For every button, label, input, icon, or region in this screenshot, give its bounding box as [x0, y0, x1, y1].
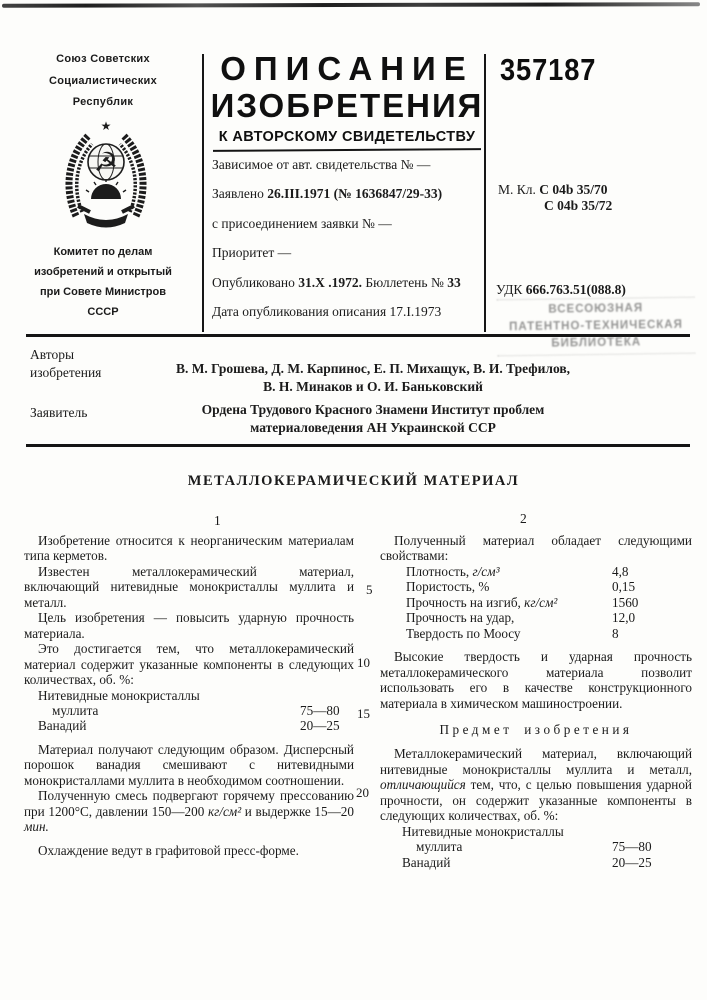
property-row: [380, 579, 692, 594]
applicant-name: Ордена Трудового Красного Знамени Институт проблем: [201, 402, 545, 417]
author-names: В. М. Грошева, Д. М. Карпинос, Е. П. Михащук, В. И. Трефилов,: [175, 361, 571, 376]
mkl-line1: [498, 182, 612, 198]
vertical-divider: [202, 54, 204, 332]
union-line: Республик: [72, 96, 134, 108]
filed-value: 26.III.1971 (№ 1636847/29-33): [267, 186, 443, 202]
authors-label: изобретения: [30, 365, 102, 380]
document-title-line1: ОПИСАНИЕ: [220, 50, 474, 87]
paragraph-text: и выдержке 15—20: [241, 803, 354, 819]
union-line: Союз Советских: [56, 53, 150, 65]
property-label-text: Плотность,: [406, 563, 473, 579]
property-value: 12,0: [612, 610, 636, 626]
component-label: Ванадий: [38, 718, 87, 734]
unit-italic: кг/см²: [207, 803, 242, 819]
dependent-certificate-line: Зависимое от авт. свидетельства № —: [212, 157, 431, 172]
paragraph-text: Полученную смесь подвергают горячему прессованию при 1200°С, давлении 150—200: [24, 788, 354, 819]
paragraph: [24, 788, 354, 834]
property-label-text: Пористость, %: [406, 579, 490, 595]
composition-row: [24, 718, 354, 733]
stamp-line: БИБЛИОТЕКА: [551, 336, 642, 350]
claim-section-heading: Предмет изобретения: [439, 721, 633, 737]
margin-line-number-20: 20: [356, 785, 369, 800]
property-value: 4,8: [612, 563, 629, 579]
committee-name: [8, 242, 198, 322]
property-label-text: Прочность на удар,: [406, 610, 515, 626]
committee-line: при Совете Министров: [39, 286, 167, 298]
property-row: [380, 610, 692, 625]
claim-text: тем, что, с целью повышения ударной прочности, он содержит указанные компоненты в следующих количествах, об. %:: [380, 777, 692, 824]
filed-line: [212, 187, 484, 201]
published-date: 31.X .1972.: [298, 274, 362, 290]
component-label: муллита: [416, 839, 463, 855]
composition-header: Нитевидные монокристаллы: [402, 823, 564, 839]
unit-italic: мин.: [24, 819, 49, 835]
property-row: [380, 564, 692, 579]
scan-edge-artifact: [2, 2, 700, 7]
property-label: [406, 626, 612, 641]
bibliographic-block: [212, 158, 484, 334]
applicant-name: материаловедения АН Украинской ССР: [250, 420, 496, 435]
library-stamp: [497, 297, 696, 357]
paragraph: Цель изобретения — повысить ударную прочность материала.: [24, 610, 354, 641]
vertical-divider: [484, 54, 486, 332]
udk-value: 666.763.51(088.8): [525, 282, 626, 297]
paragraph: Изобретение относится к неорганическим материалам типа керметов.: [24, 533, 354, 564]
composition-header: Нитевидные монокристаллы: [38, 687, 200, 703]
composition-row: [380, 855, 692, 870]
udk-label: УДК: [496, 282, 526, 297]
component-value: 75—80: [612, 839, 652, 855]
paragraph: Это достигается тем, что металлокерамический материал содержит указанные компоненты в следующих количествах, об. %:: [24, 641, 354, 688]
priority-line: Приоритет —: [212, 245, 292, 261]
bulletin-label: Бюллетень №: [361, 274, 448, 290]
filed-label: Заявлено: [212, 186, 268, 202]
horizontal-divider-bottom: [26, 444, 690, 447]
union-line: Социалистических: [49, 74, 157, 87]
component-label: Ванадий: [402, 854, 451, 870]
applicant-label: Заявитель: [30, 405, 88, 420]
description-date-line: Дата опубликования описания 17.I.1973: [212, 303, 442, 319]
component-value: 20—25: [612, 854, 652, 870]
mkl-line2: [498, 198, 612, 214]
property-row: [380, 626, 692, 641]
property-label: [406, 595, 612, 610]
stamp-line: ПАТЕНТНО-ТЕХНИЧЕСКАЯ: [509, 318, 683, 334]
property-label: [406, 564, 612, 579]
bulletin-number: 33: [447, 274, 461, 290]
property-label: [406, 610, 612, 625]
mkl-code-1: C 04b 35/70: [539, 182, 608, 197]
property-value: 8: [612, 625, 619, 641]
committee-line: изобретений и открытый: [34, 266, 172, 278]
property-value: 0,15: [612, 579, 636, 595]
ussr-coat-of-arms-icon: [56, 118, 156, 232]
claim-paragraph: [380, 746, 692, 823]
mkl-label: М. Кл.: [498, 182, 540, 197]
paragraph: Известен металлокерамический материал, включающий нитевидные монокристаллы муллита и металл.: [24, 563, 354, 610]
composition-row: [24, 703, 354, 718]
unit-italic: г/см³: [472, 563, 500, 579]
property-label-text: Прочность на изгиб,: [406, 594, 525, 610]
claim-italic-term: отличающийся: [380, 777, 466, 793]
svg-text:☭: ☭: [93, 147, 119, 179]
document-title-line2: ИЗОБРЕТЕНИЯ: [210, 87, 484, 124]
paragraph: Охлаждение ведут в графитовой пресс-форме.: [38, 842, 299, 858]
classification-block: [498, 182, 612, 214]
unit-italic: кг/см²: [524, 594, 558, 610]
stamp-line: ВСЕСОЮЗНАЯ: [548, 302, 644, 316]
document-subtitle: К АВТОРСКОМУ СВИДЕТЕЛЬСТВУ: [218, 129, 476, 145]
committee-line: Комитет по делам: [53, 246, 153, 258]
property-row: [380, 595, 692, 610]
column-number-2: 2: [520, 511, 527, 526]
body-column-left: [24, 533, 354, 858]
composition-row: [380, 839, 692, 854]
property-label: [406, 579, 612, 594]
margin-line-number-10: 10: [357, 655, 370, 670]
property-label-text: Твердость по Моосу: [406, 625, 521, 641]
joined-application-line: с присоединением заявки № —: [212, 215, 392, 231]
published-label: Опубликовано: [212, 274, 299, 290]
committee-line: СССР: [87, 306, 119, 318]
authors-label: Авторы: [30, 347, 75, 362]
union-name: [10, 49, 196, 114]
component-label: муллита: [52, 702, 99, 718]
paragraph: Материал получают следующим образом. Дисперсный порошок ванадия смешивают с нитевидными монокристаллами муллита в необходимом соотношении.: [24, 741, 354, 788]
svg-text:★: ★: [100, 119, 112, 133]
patent-number: 357187: [500, 52, 597, 87]
author-names: В. Н. Минаков и О. И. Баньковский: [263, 379, 483, 394]
component-value: 20—25: [300, 718, 340, 734]
published-line: [212, 276, 484, 290]
paragraph: Полученный материал обладает следующими свойствами:: [380, 533, 692, 564]
margin-line-number-5: 5: [366, 582, 373, 597]
claim-text: Металлокерамический материал, включающий нитевидные монокристаллы муллита и металл,: [380, 746, 692, 777]
component-value: 75—80: [300, 702, 340, 718]
column-number-1: 1: [214, 513, 221, 528]
document-title: [210, 50, 484, 151]
property-value: 1560: [612, 594, 639, 610]
invention-title: МЕТАЛЛОКЕРАМИЧЕСКИЙ МАТЕРИАЛ: [187, 473, 520, 489]
paragraph: Высокие твердость и ударная прочность металлокерамического материала позволит использовать его в качестве конструкционного материала в химическом машиностроении.: [380, 649, 692, 711]
margin-line-number-15: 15: [357, 706, 370, 721]
body-column-right: [380, 533, 692, 870]
mkl-code-2: C 04b 35/72: [544, 198, 613, 213]
subtitle-underline: [213, 148, 481, 152]
udk-line: [496, 282, 626, 298]
